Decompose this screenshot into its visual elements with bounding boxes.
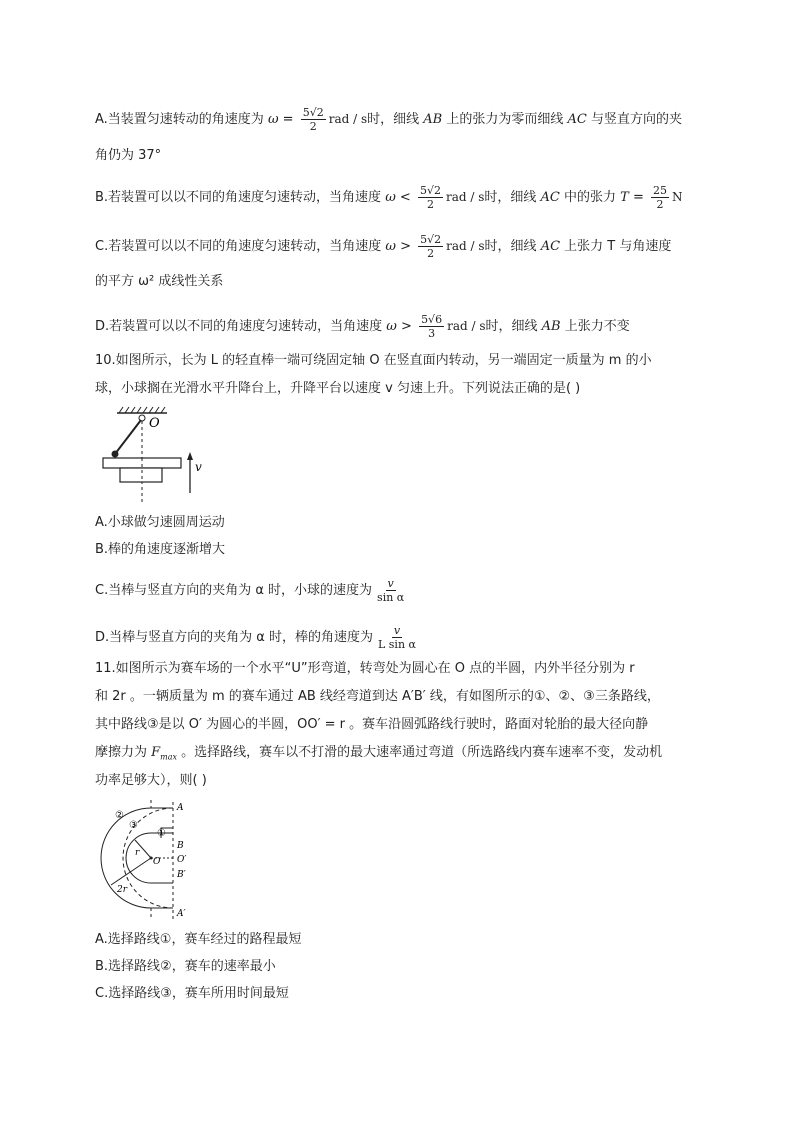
fraction [651, 184, 669, 211]
fraction [376, 624, 418, 651]
q11-option-c: C.选择路线③，赛车所用时间最短 [95, 986, 289, 1001]
text: 与竖直方向的夹 [586, 112, 682, 127]
var: AC [540, 190, 560, 205]
label-b: B [177, 841, 184, 851]
text: 时，细线 [485, 319, 542, 334]
omega-symbol: ω [385, 190, 396, 205]
label-v: v [195, 460, 202, 474]
q10-option-a: A.小球做匀速圆周运动 [95, 515, 225, 530]
text: A.当装置匀速转动的角速度为 [95, 112, 268, 127]
text: > [396, 319, 417, 334]
label-route-2: ② [115, 810, 124, 821]
denominator: 2 [427, 247, 435, 260]
q9-option-b [95, 184, 682, 211]
fraction [418, 233, 443, 260]
text: < [395, 190, 415, 205]
var: AC [567, 112, 587, 127]
text: C.当棒与竖直方向的夹角为 α 时，小球的速度为 [95, 583, 373, 598]
q11-stem-line5: 功率足够大），则( ) [95, 773, 207, 788]
label-a: A [177, 803, 184, 813]
var: AC [540, 239, 561, 254]
q11-stem-line3: 其中路线③是以 O′ 为圆心的半圆，OO′ = r 。赛车沿圆弧路线行驶时，路面对轮胎的最大径向静 [95, 717, 649, 732]
numerator: v [387, 577, 394, 590]
denominator: 2 [656, 198, 664, 211]
numerator: v [393, 624, 401, 637]
q11-option-a: A.选择路线①，赛车经过的路程最短 [95, 932, 302, 947]
radius-2r [111, 858, 151, 885]
label-b-prime: B′ [177, 870, 186, 880]
label-a-prime: A′ [177, 909, 186, 919]
text: C.若装置可以以不同的角速度匀速转动，当角速度 [95, 239, 386, 254]
numerator: 25 [652, 184, 667, 197]
q11-stem-line1: 11.如图所示为赛车场的一个水平“U”形弯道，转弯处为圆心在 O 点的半圆，内外半径分别为 r [95, 661, 635, 676]
q10-option-d [95, 624, 421, 651]
numerator: 5√6 [421, 313, 443, 326]
unit: rad / s [446, 239, 485, 253]
ceiling-hatch [119, 407, 165, 413]
text: 上的张力为零而细线 [442, 112, 568, 127]
numerator: 5√2 [302, 106, 324, 119]
denominator: 3 [428, 327, 436, 340]
numerator: 5√2 [420, 233, 442, 246]
denominator: L sin α [377, 638, 416, 651]
subscript: max [160, 752, 178, 762]
denominator: 2 [426, 198, 434, 211]
q11-figure [95, 800, 205, 922]
text: 。选择路线，赛车以不打滑的最大速率通过弯道（所选路线内赛车速率不变，发动机 [177, 745, 663, 760]
q10-option-b: B.棒的角速度逐渐增大 [95, 542, 226, 557]
q10-stem-line1: 10.如图所示，长为 L 的轻直棒一端可绕固定轴 O 在竖直面内转动，另一端固定一质量为 m 的小 [95, 353, 652, 368]
platform-base [120, 468, 162, 482]
q10-stem-line2: 球，小球搁在光滑水平升降台上，升降平台以速度 v 匀速上升。下列说法正确的是( ) [95, 381, 581, 396]
rod [115, 420, 141, 454]
omega-symbol: ω [385, 239, 396, 254]
text: = [628, 190, 648, 205]
text: B.若装置可以以不同的角速度匀速转动，当角速度 [95, 190, 386, 205]
q9-option-c-line2: 的平方 ω² 成线性关系 [95, 274, 224, 289]
label-route-3: ③ [129, 820, 138, 831]
unit: N [671, 190, 683, 204]
q10-option-c [95, 577, 409, 604]
omega-symbol: ω [267, 112, 279, 127]
text: D.若装置可以以不同的角速度匀速转动，当角速度 [95, 319, 387, 334]
q11-stem-line4 [95, 744, 662, 767]
var: T [620, 190, 629, 205]
label-o: O [153, 857, 161, 867]
var: AB [541, 319, 561, 334]
text: > [395, 239, 416, 254]
text: 摩擦力为 [95, 745, 152, 760]
var: AB [423, 112, 443, 127]
velocity-arrowhead [187, 452, 193, 460]
text: = [278, 112, 298, 127]
label-o-prime: O′ [177, 855, 187, 865]
ball [112, 451, 119, 458]
text: D.当棒与竖直方向的夹角为 α 时，棒的角速度为 [95, 630, 373, 645]
denominator: 2 [309, 120, 317, 133]
label-2r: 2r [117, 885, 128, 895]
force-symbol: F [151, 745, 161, 760]
q11-option-b: B.选择路线②，赛车的速率最小 [95, 959, 276, 974]
text: 上张力不变 [560, 319, 630, 334]
q9-option-a-line1 [95, 106, 682, 133]
label-r: r [135, 848, 140, 858]
text: 时，细线 [484, 239, 541, 254]
q10-figure [95, 405, 225, 505]
denominator: sin α [377, 591, 405, 604]
text: 时，细线 [484, 190, 541, 205]
q11-stem-line2: 和 2r 。一辆质量为 m 的赛车通过 AB 线经弯道到达 A′B′ 线，有如图所示的①、②、③三条路线， [95, 689, 660, 704]
text: 中的张力 [559, 190, 621, 205]
unit: rad / s [447, 319, 486, 333]
text: 上张力 T 与角速度 [560, 239, 672, 254]
q9-option-a-line2: 角仍为 37° [95, 148, 162, 163]
fraction [419, 313, 444, 340]
label-o: O [149, 416, 160, 431]
q9-option-c-line1 [95, 233, 671, 260]
fraction [418, 184, 443, 211]
omega-symbol: ω [386, 319, 397, 334]
label-route-1: ① [157, 828, 166, 839]
unit: rad / s [445, 190, 485, 204]
numerator: 5√2 [419, 184, 441, 197]
q9-option-d [95, 313, 630, 340]
fraction [375, 577, 406, 604]
unit: rad / s [328, 112, 368, 126]
text: 时，细线 [367, 112, 424, 127]
fraction [301, 106, 326, 133]
